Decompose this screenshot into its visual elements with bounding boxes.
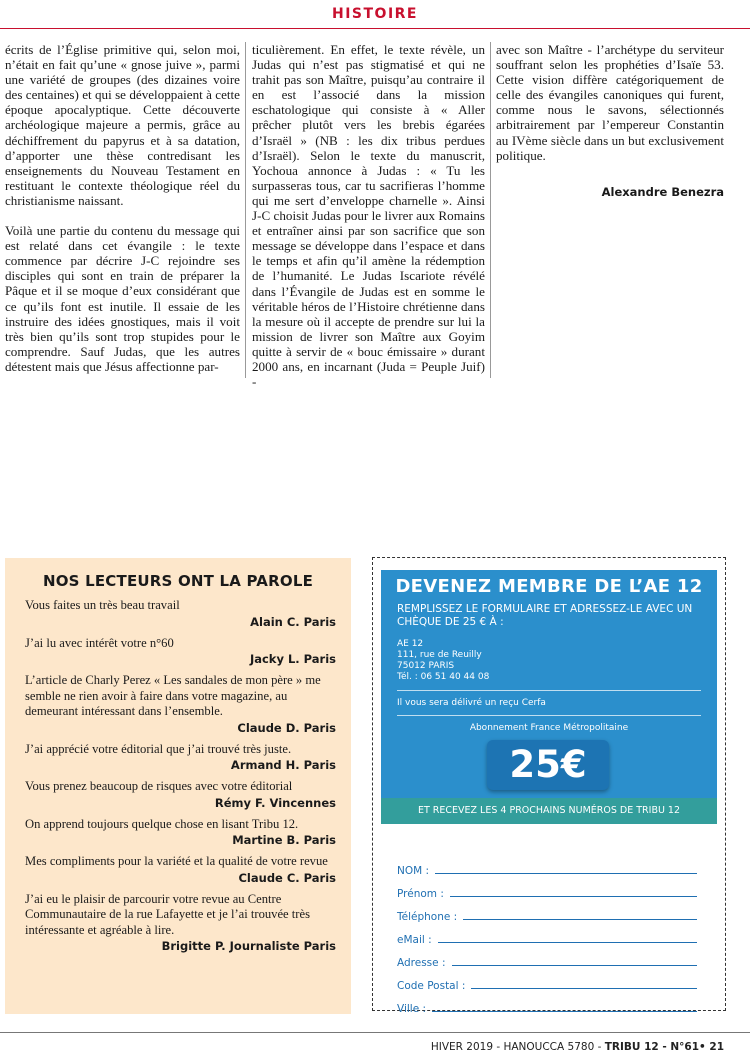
field-label: Ville : xyxy=(397,1003,427,1015)
article-author: Alexandre Benezra xyxy=(601,184,724,199)
section-title: HISTOIRE xyxy=(331,6,418,22)
field-adresse[interactable] xyxy=(397,946,697,969)
coupon-divider xyxy=(397,715,701,716)
column-divider xyxy=(490,42,491,378)
field-line[interactable] xyxy=(432,999,697,1012)
field-telephone[interactable] xyxy=(397,900,697,923)
coupon-title: DEVENEZ MEMBRE DE L’AE 12 xyxy=(395,576,703,597)
field-line[interactable] xyxy=(450,884,697,897)
field-label: NOM : xyxy=(397,865,430,877)
field-line[interactable] xyxy=(438,930,697,943)
field-line[interactable] xyxy=(452,953,698,966)
letter-text: J’ai apprécié votre éditorial que j’ai trouvé très juste. xyxy=(25,741,292,756)
letter-author: Rémy F. Vincennes xyxy=(214,795,336,810)
field-label: Adresse : xyxy=(397,957,446,969)
article-column-3 xyxy=(496,42,724,200)
reader-letter xyxy=(5,854,351,886)
field-label: Prénom : xyxy=(397,888,444,900)
page-number: • 21 xyxy=(699,1041,724,1053)
article-paragraph: Voilà une partie du contenu du message qui est relaté dans cet évangile : le texte commence par décrire J-C rejoindre ses disciples qui sont en train de préparer la Pâque et il se moque d’eux considérant que ce qu’ils font est inutile. Il essaie de les instruire des idées gnostiques, mais il voit très bien qu’ils sont trop stupides pour le comprendre. Sauf Judas, que les autres détestent mais que Jésus affectionne par- xyxy=(5,223,240,374)
page-folio xyxy=(431,1041,724,1053)
reader-letter xyxy=(5,779,351,811)
field-label: eMail : xyxy=(397,934,432,946)
field-ville[interactable] xyxy=(397,992,697,1015)
price-badge: 25€ xyxy=(487,740,609,790)
reader-letter xyxy=(5,598,351,630)
field-nom[interactable] xyxy=(397,854,697,877)
coupon-subscription: Abonnement France Métropolitaine xyxy=(469,723,629,733)
coupon-cerfa-note: Il vous sera délivré un reçu Cerfa xyxy=(397,698,546,708)
letter-text: Vous faites un très beau travail xyxy=(25,598,180,612)
field-email[interactable] xyxy=(397,923,697,946)
field-code-postal[interactable] xyxy=(397,969,697,992)
article-paragraph: ticulièrement. En effet, le texte révèle, un Judas qui n’est pas stigmatisé et qui ne trahit pas son Maître, puisqu’au contraire il en est l’associé dans la mission eschatologique qui consiste à « Aller prêcher plutôt vers les brebis égarées d’Israël » (NB : les dix tribus perdues d’Israël). Selon le texte du manuscrit, Yochoua annonce à Judas : « Tu les surpasseras tous, car tu sacrifieras l’homme qui me sert d’enveloppe charnelle ». Ainsi J-C choisit Judas pour le livrer aux Romains et entraîner ainsi par son sacrifice que son message se développe dans l’espace et dans le temps et afin qu’il amène la rédemption de l’humanité. Le Judas Iscariote révélé dans l’Évangile de Judas est en somme le véritable héros de l’Histoire chrétienne dans la mesure où il accepte de prendre sur lui la mission de livrer son Maître aux Goyim quitte à servir de « bouc émissaire » durant 2000 ans, en incarnant (Juda = Peuple Juif) - xyxy=(252,42,485,390)
letter-text: L’article de Charly Perez « Les sandales de mon père » me semble ne rien avoir à faire dans votre magazine, au demeurant intéressant dans l’ensemble. xyxy=(25,673,321,718)
letter-text: On apprend toujours quelque chose en lisant Tribu 12. xyxy=(25,816,299,831)
article-paragraph: avec son Maître - l’archétype du serviteur souffrant selon les prophéties d’Isaïe 53. Cette vision diffère catégoriquement de celle des évangiles canoniques qui furent, comme nous le savons, sélectionnés arbitrairement par l’empereur Constantin au IVème siècle dans un but exclusivement politique. xyxy=(496,42,724,163)
letter-author: Alain C. Paris xyxy=(250,614,336,629)
letter-author: Claude C. Paris xyxy=(238,870,336,885)
coupon-header-panel xyxy=(381,570,717,824)
letter-author: Armand H. Paris xyxy=(230,758,336,772)
field-line[interactable] xyxy=(463,907,697,920)
membership-form xyxy=(397,854,697,1015)
article-column-1 xyxy=(5,42,240,389)
issue-date: HIVER 2019 - HANOUCCA 5780 - xyxy=(430,1041,605,1053)
field-prenom[interactable] xyxy=(397,877,697,900)
letter-author: Claude D. Paris xyxy=(237,720,336,735)
reader-letter xyxy=(5,636,351,668)
letter-text: J’ai eu le plaisir de parcourir votre revue au Centre Communautaire de la rue Lafayette et je l’ai trouvée très intéressante et agréable à lire. xyxy=(25,891,310,937)
reader-letter xyxy=(5,742,351,774)
field-label: Téléphone : xyxy=(397,911,458,923)
letter-text: Mes compliments pour la variété et la qualité de votre revue xyxy=(25,854,328,868)
magazine-issue: TRIBU 12 - N°61 xyxy=(604,1041,700,1053)
column-divider xyxy=(245,42,246,378)
footer-rule xyxy=(0,1032,750,1033)
coupon-instructions: REMPLISSEZ LE FORMULAIRE ET ADRESSEZ-LE AVEC UN CHÈQUE DE 25 € À : xyxy=(397,603,693,628)
header-rule xyxy=(0,28,750,29)
reader-letter xyxy=(5,817,351,849)
letter-author: Martine B. Paris xyxy=(232,833,336,847)
letter-author: Jacky L. Paris xyxy=(249,652,336,666)
readers-box xyxy=(5,558,351,1014)
reader-letter xyxy=(5,673,351,736)
article-column-2 xyxy=(252,42,485,404)
letter-text: J’ai lu avec intérêt votre n°60 xyxy=(25,635,174,650)
coupon-divider xyxy=(397,690,701,691)
field-line[interactable] xyxy=(471,976,697,989)
address-line: 111, rue de Reuilly xyxy=(397,650,482,660)
address-line: 75012 PARIS xyxy=(397,661,455,671)
membership-coupon xyxy=(372,557,726,1015)
coupon-band: ET RECEVEZ LES 4 PROCHAINS NUMÉROS DE TRIBU 12 xyxy=(381,798,717,824)
address-line: AE 12 xyxy=(397,639,424,649)
coupon-address xyxy=(381,629,717,683)
field-line[interactable] xyxy=(435,861,697,874)
letter-text: Vous prenez beaucoup de risques avec votre éditorial xyxy=(25,779,293,793)
letter-author: Brigitte P. Journaliste Paris xyxy=(161,939,336,953)
article-paragraph: écrits de l’Église primitive qui, selon moi, n’était en fait qu’une « gnose juive », parmi une variété de groupes (des dizaines voire des centaines) et qui se développaient à cette époque apocalyptique. Cette découverte archéologique majeure a permis, grâce au déchiffrement du papyrus et à sa datation, d’apporter une thèse contredisant les enseignements du Nouveau Testament en restituant le contexte théologique réel du christianisme naissant. xyxy=(5,42,240,208)
reader-letter xyxy=(5,892,351,955)
address-line: Tél. : 06 51 40 44 08 xyxy=(397,672,490,682)
field-label: Code Postal : xyxy=(397,980,466,992)
readers-title: NOS LECTEURS ONT LA PAROLE xyxy=(42,572,314,590)
